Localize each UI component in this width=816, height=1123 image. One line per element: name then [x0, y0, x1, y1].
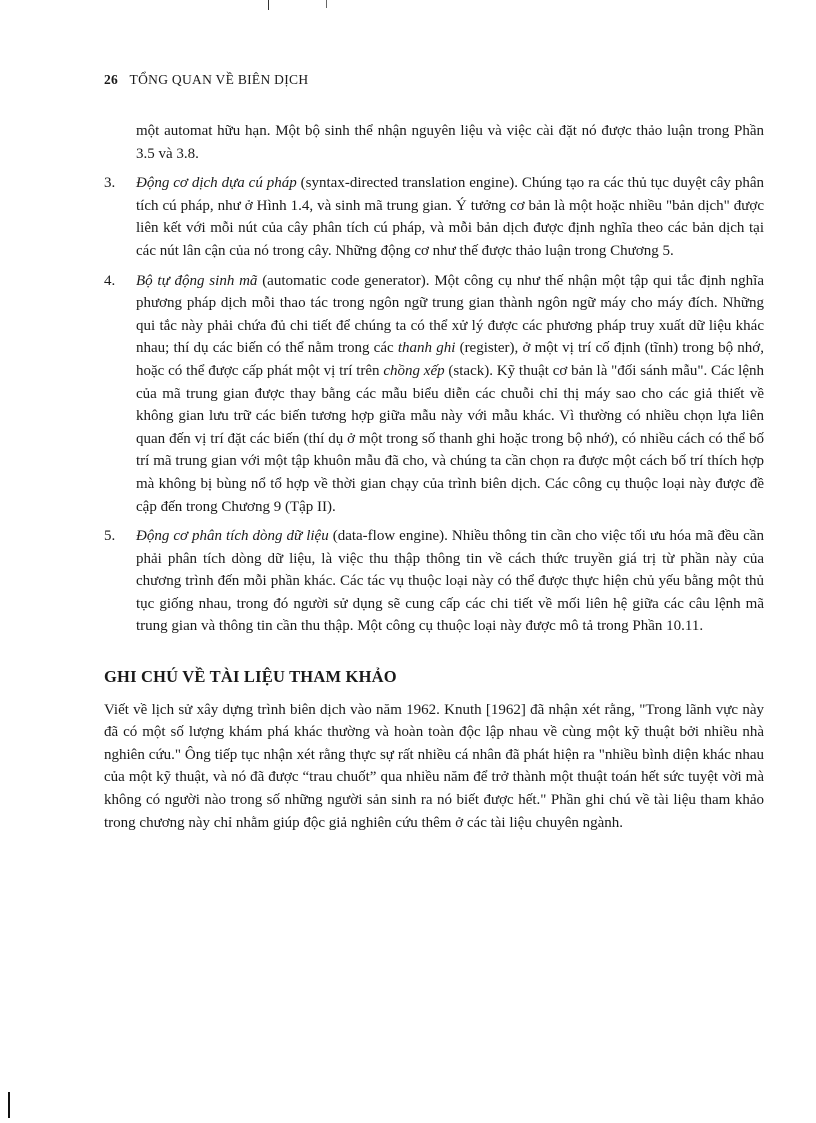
scan-edge-mark: [8, 1092, 10, 1118]
chapter-title: TỔNG QUAN VỀ BIÊN DỊCH: [129, 72, 309, 87]
item-term: Bộ tự động sinh mã: [136, 272, 258, 289]
page-body: [104, 120, 764, 834]
section-paragraph: Viết về lịch sử xây dựng trình biên dịch vào năm 1962. Knuth [1962] đã nhận xét rằng, "Trong lãnh vực này đã có một số lượng khám phá khác thường và hoàn toàn độc lập nhau về cùng một kỹ thuật bởi nhiều nhà nghiên cứu." Ông tiếp tục nhận xét rằng thực sự rất nhiều cá nhân đã phát hiện ra "nhiều bình diện khác nhau của một kỹ thuật, và nó đã được “trau chuốt” qua nhiều năm để trở thành một thuật toán hết sức tuyệt vời mà không có người nào trong số những người sản sinh ra nó biết được hết." Phần ghi chú về tài liệu tham khảo trong chương này chỉ nhằm giúp độc giả nghiên cứu thêm ở các tài liệu chuyên ngành.: [104, 701, 764, 831]
continuation-paragraph: một automat hữu hạn. Một bộ sinh thể nhận nguyên liệu và việc cài đặt nó được thảo luận trong Phần 3.5 và 3.8.: [136, 123, 764, 162]
page-number: 26: [104, 72, 119, 87]
scan-mark: [326, 0, 327, 8]
scan-mark: [268, 0, 269, 10]
item-text: (syntax-directed translation engine). Chúng tạo ra các thủ tục duyệt cây phân tích cú pháp, như ở Hình 1.4, và sinh mã trung gian. Ý tưởng cơ bản là một hoặc nhiều "bản dịch" được liên kết với mỗi nút của cây phân tích cú pháp, và mỗi bản dịch được định nghĩa theo các bản dịch tại các nút lân cận của nó trong cây. Những động cơ như thế được thảo luận trong Chương 5.: [136, 175, 764, 259]
item-text: (data-flow engine). Nhiều thông tin cần cho việc tối ưu hóa mã đều cần phải phân tích dòng dữ liệu, là việc thu thập thông tin về cách thức truyền giá trị từ phần này của chương trình đến mỗi phần khác. Các tác vụ thuộc loại này có thể được thực hiện chủ yếu bằng một thủ tục giống nhau, trong đó người sử dụng sẽ cung cấp các chi tiết về mối liên hệ giữa các câu lệnh mã trung gian và thông tin cần thu thập. Một công cụ thuộc loại này được mô tả trong Phần 10.11.: [136, 528, 765, 635]
item-number: 3.: [104, 175, 116, 192]
item-term: Động cơ phân tích dòng dữ liệu: [136, 528, 329, 545]
list-item: [104, 270, 764, 519]
item-term: chồng xếp: [383, 362, 445, 379]
list-item: [104, 172, 764, 262]
running-head: [104, 72, 764, 88]
item-text: (automatic code generator). Một công cụ như thế nhận một tập qui tắc định nghĩa phương pháp dịch mỗi thao tác trong ngôn ngữ trung gian thành ngôn ngữ máy cho máy đích. Những qui tắc này phải chứa đủ chi tiết để chúng ta có thể xử lý được các phương pháp truy xuất dữ liệu khác nhau; thí dụ các biến có thể nằm trong các: [136, 272, 764, 357]
tool-list: [104, 172, 764, 638]
section-heading: GHI CHÚ VỀ TÀI LIỆU THAM KHẢO: [104, 667, 397, 687]
item-term: Động cơ dịch dựa cú pháp: [136, 175, 297, 192]
item-text: (stack). Kỹ thuật cơ bản là "đối sánh mẫu". Các lệnh của mã trung gian được thay bằng các mẫu biểu diễn các chuỗi chỉ thị máy sao cho các giả thiết về không gian lưu trữ các biến tương hợp giữa mẫu này với mẫu khác. Vì thường có nhiều chọn lựa liên quan đến vị trí đặt các biến (thí dụ ở một trong số thanh ghi hoặc trong bộ nhớ), có nhiều cách có thể bố trí mã trung gian với một tập khuôn mẫu đã cho, và chúng ta cần chọn ra được một cách bố trí thích hợp mà không bị bùng nổ tổ hợp về thời gian chạy của trình biên dịch. Các công cụ thuộc loại này được đề cập đến trong Chương 9 (Tập II).: [136, 362, 765, 515]
item-number: 5.: [104, 528, 116, 545]
item-number: 4.: [104, 272, 116, 289]
list-item: [104, 525, 764, 638]
item-text: (register), ở một vị trí cố định (tĩnh) trong bộ nhớ, hoặc có thể được cấp phát một vị trí trên: [136, 340, 764, 379]
item-term: thanh ghi: [397, 340, 456, 357]
